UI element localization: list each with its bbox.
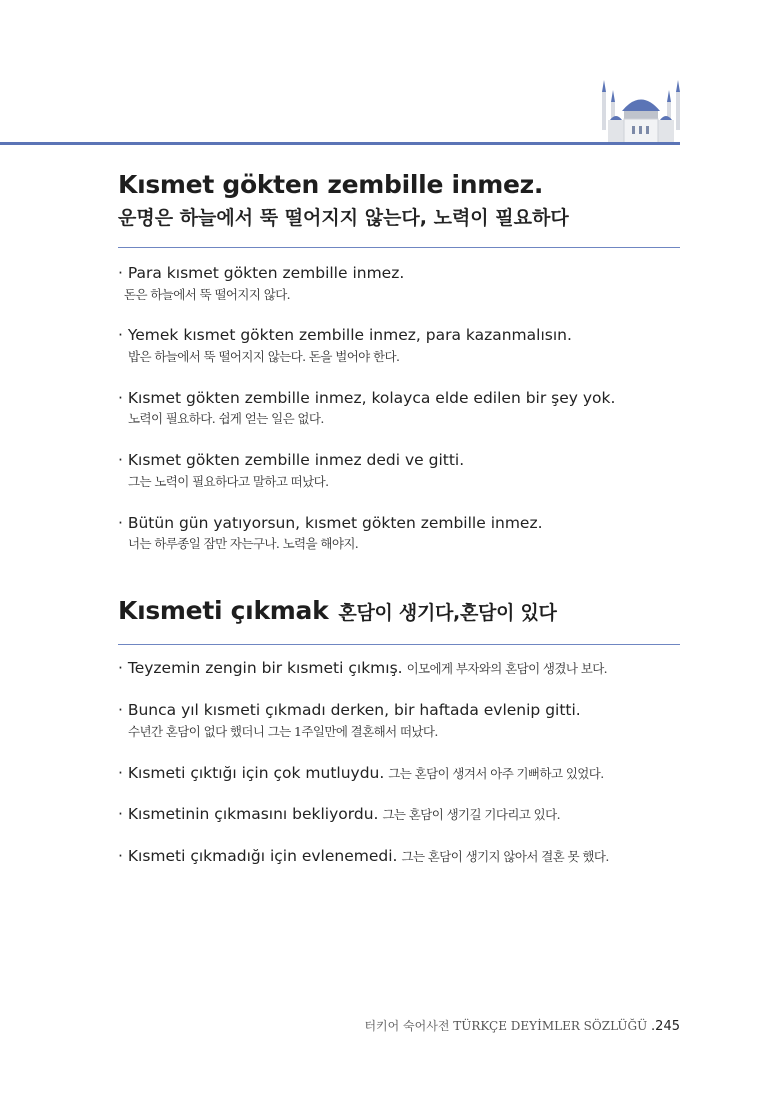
- divider: [118, 644, 680, 645]
- idiom-meaning: 혼담이 생기다,혼담이 있다: [338, 602, 557, 624]
- header-rule: [0, 142, 680, 145]
- example-tr: · Kısmeti çıktığı için çok mutluydu.: [118, 764, 385, 782]
- page-footer: [364, 1017, 680, 1034]
- example-ko: 밥은 하늘에서 뚝 떨어지지 않는다. 돈을 벌어야 한다.: [128, 349, 400, 364]
- example-ko: 그는 노력이 필요하다고 말하고 떠났다.: [128, 474, 329, 489]
- example-ko: 돈은 하늘에서 뚝 떨어지지 않다.: [124, 287, 291, 302]
- page-number: .245: [651, 1019, 680, 1034]
- example-tr: · Para kısmet gökten zembille inmez.: [118, 264, 405, 282]
- example-tr: · Teyzemin zengin bir kısmeti çıkmış.: [118, 659, 403, 677]
- mosque-icon: [598, 78, 684, 144]
- example-ko: 그는 혼담이 생기지 않아서 결혼 못 했다.: [401, 849, 609, 864]
- example-tr: · Kısmet gökten zembille inmez, kolayca elde edilen bir şey yok.: [118, 389, 616, 407]
- example-ko: 그는 혼담이 생기길 기다리고 있다.: [382, 807, 560, 822]
- example-tr: · Kısmet gökten zembille inmez dedi ve gitti.: [118, 451, 465, 469]
- example-tr: · Kısmetinin çıkmasını bekliyordu.: [118, 805, 379, 823]
- idiom-meaning: 운명은 하늘에서 뚝 떨어지지 않는다, 노력이 필요하다: [118, 207, 569, 229]
- example-ko: 수년간 혼담이 없다 했더니 그는 1주일만에 결혼해서 떠났다.: [128, 724, 438, 739]
- example-ko: 너는 하루종일 잠만 자는구나. 노력을 해야지.: [128, 536, 359, 551]
- example-ko: 노력이 필요하다. 쉽게 얻는 일은 없다.: [128, 411, 324, 426]
- idiom-title: Kısmet gökten zembille inmez.: [118, 170, 544, 199]
- example-tr: · Kısmeti çıkmadığı için evlenemedi.: [118, 847, 398, 865]
- example-line: [118, 847, 609, 865]
- idiom-title-text: Kısmeti çıkmak: [118, 596, 329, 625]
- divider: [118, 247, 680, 248]
- example-line: [118, 659, 607, 677]
- idiom-title-2: [118, 596, 557, 625]
- example-tr: · Bütün gün yatıyorsun, kısmet gökten zembille inmez.: [118, 514, 543, 532]
- book-title: 터키어 숙어사전 TÜRKÇE DEYİMLER SÖZLÜĞÜ: [364, 1019, 648, 1033]
- example-tr: · Bunca yıl kısmeti çıkmadı derken, bir haftada evlenip gitti.: [118, 701, 581, 719]
- example-line: [118, 764, 604, 782]
- example-ko: 그는 혼담이 생겨서 아주 기뻐하고 있었다.: [388, 766, 604, 781]
- example-ko: 이모에게 부자와의 혼담이 생겼나 보다.: [406, 661, 608, 676]
- example-tr: · Yemek kısmet gökten zembille inmez, para kazanmalısın.: [118, 326, 572, 344]
- example-line: [118, 805, 560, 823]
